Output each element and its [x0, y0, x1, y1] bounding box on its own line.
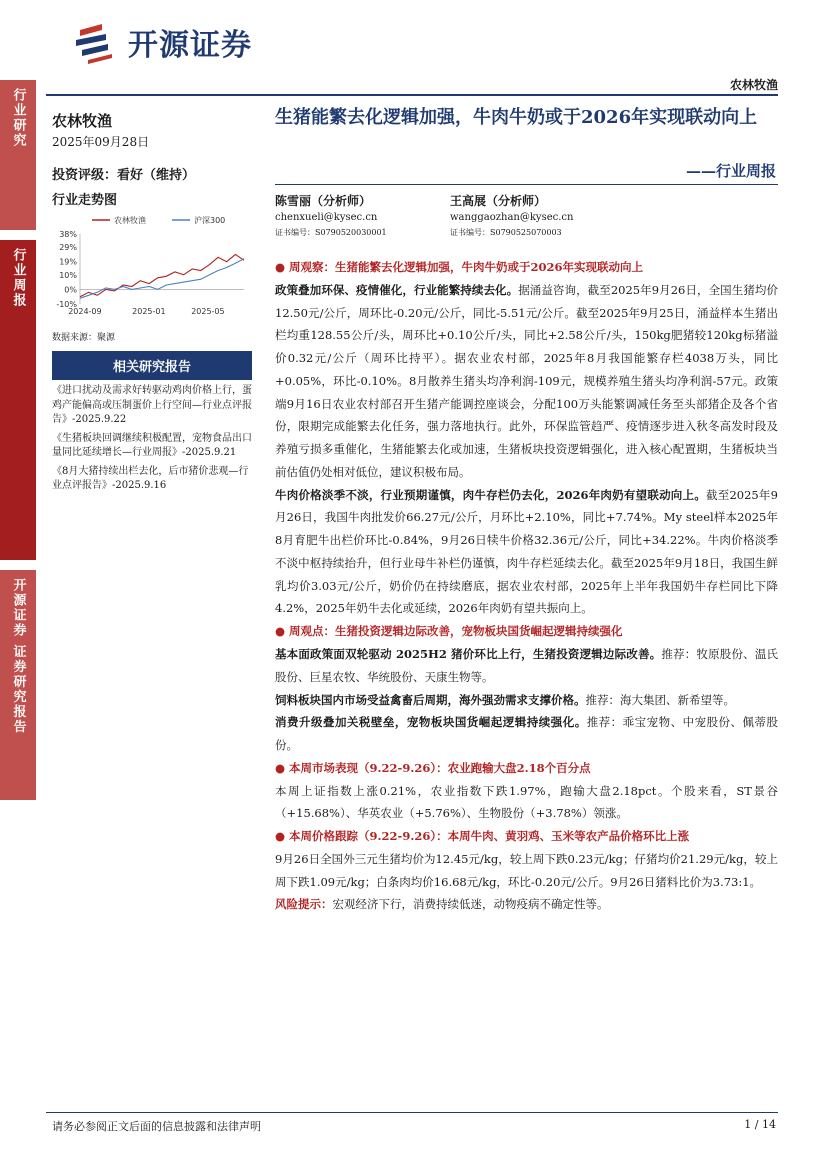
side-tab-industry-research: 行业研究 [0, 80, 36, 230]
section-heading: ● 周观点：生猪投资逻辑边际改善，宠物板块国货崛起逻辑持续强化 [275, 624, 623, 639]
report-date: 2025年09月28日 [52, 135, 150, 149]
left-panel [52, 104, 252, 494]
trend-chart-title: 行业走势图 [52, 193, 118, 208]
y-tick-label: 38% [59, 230, 77, 239]
legend-label: 农林牧渔 [114, 216, 146, 225]
analyst-name: 王高展（分析师） [450, 194, 547, 208]
sector-name: 农林牧渔 [52, 112, 113, 130]
analyst-cert: 证书编号：S0790525070003 [450, 228, 562, 237]
x-tick-label: 2024-09 [68, 307, 102, 316]
sector-tag: 农林牧渔 [729, 78, 778, 92]
y-tick-label: 10% [59, 270, 77, 280]
related-report[interactable]: 《进口扰动及需求好转驱动鸡肉价格上行，蛋鸡产能偏高或压制蛋价上行空间—行业点评报告》-2025.9.22 [52, 385, 252, 425]
header-divider [46, 94, 778, 96]
title-divider [275, 184, 778, 185]
footer-disclaimer[interactable]: 请务必参阅正文后面的信息披露和法律声明 [52, 1120, 261, 1133]
paragraph: 政策叠加环保、疫情催化，行业能繁持续去化。据涌益咨询，截至2025年9月26日，全国生猪均价12.50元/公斤，周环比-0.20元/公斤，同比-5.51元/公斤。截至2025年9月25日，涌益样本生猪出栏均重128.55公斤/头，周环比+0.10公斤/头，同比+2.58公斤/头，150kg肥猪较120kg标猪溢价0.32元/公斤（周环比持平）。据农业农村部，2025年8月我国能繁存栏4038万头，同比+0.05%，环比-0.10%。8月散养生猪头均净利润-109元，规模养殖生猪头均净利润-57元。政策端9月16日农业农村部召开生猪产能调控座谈会，分配100万头能繁调减任务至头部猪企及各个省份，限期完成能繁去化任务，强力落地执行。此外，环保监管趋严、疫情逐步进入秋冬高发时段及养殖亏损多重催化，生猪能繁去化或加速，生猪板块投资逻辑强化，进入核心配置期，生猪板块当前估值仍处相对低位，建议积极布局。 [275, 282, 779, 479]
risk-paragraph: 风险提示：宏观经济下行，消费持续低迷，动物疫病不确定性等。 [275, 897, 609, 912]
related-report[interactable]: 《生猪板块回调继续积极配置，宠物食品出口量同比延续增长—行业周报》-2025.9.21 [52, 432, 252, 458]
analyst-card [450, 192, 625, 238]
analyst-cert: 证书编号：S0790520030001 [275, 228, 387, 237]
section-heading: ● 周观察：生猪能繁去化逻辑加强，牛肉牛奶或于2026年实现联动向上 [275, 260, 644, 274]
side-tab-weekly: 行业周报 [0, 240, 36, 560]
series-line [80, 254, 244, 296]
related-report[interactable]: 《8月大猪持续出栏去化，后市猪价悲观—行业点评报告》-2025.9.16 [52, 465, 249, 491]
report-title: 生猪能繁去化逻辑加强，牛肉牛奶或于2026年实现联动向上 [275, 107, 758, 128]
paragraph: 本周上证指数上涨0.21%，农业指数下跌1.97%，跑输大盘2.18pct。个股来看，ST景谷（+15.68%）、华英农业（+5.76%）、生物股份（+3.78%）领涨。 [275, 783, 778, 821]
paragraph: 饲料板块国内市场受益禽畜后周期，海外强劲需求支撑价格。推荐：海大集团、新希望等。 [275, 692, 735, 707]
related-reports-header: 相关研究报告 [52, 351, 252, 380]
legend-label: 沪深300 [194, 216, 226, 225]
section-heading: ● 本周市场表现（9.22-9.26）：农业跑输大盘2.18个百分点 [275, 760, 591, 775]
paragraph: 消费升级叠加关税壁垒，宠物板块国货崛起逻辑持续强化。推荐：乖宝宠物、中宠股份、佩蒂股份。 [275, 715, 779, 753]
y-tick-label: 0% [64, 285, 77, 295]
x-tick-label: 2025-01 [132, 307, 166, 316]
analyst-name: 陈雪丽（分析师） [275, 194, 372, 208]
analysts [275, 192, 775, 238]
y-tick-label: 19% [59, 257, 77, 267]
paragraph: 牛肉价格淡季不淡，行业预期谨慎，肉牛存栏仍去化，2026年肉奶有望联动向上。截至2025年9月26日，我国牛肉批发价66.27元/公斤，月环比+2.10%，同比+7.74%。My steel样本2025年8月育肥牛出栏价环比-0.84%，9月26日犊牛价格32.36元/公斤，同比+34.22%。牛肉价格淡季不淡中枢持续抬升，但行业母牛补栏仍谨慎，肉牛存栏延续去化。截至2025年9月18日，我国生鲜乳均价3.03元/公斤，奶价仍在持续磨底，据农业农村部，2025年上半年我国奶牛存栏同比下降4.2%，2025年奶牛去化或延续，2026年肉奶有望共振向上。 [275, 487, 778, 616]
report-body [275, 256, 778, 916]
page-number: 1 / 14 [744, 1118, 776, 1131]
analyst-email[interactable]: wanggaozhan@kysec.cn [450, 212, 574, 223]
logo-mark-icon [72, 20, 118, 64]
chart-source: 数据来源：聚源 [52, 333, 116, 343]
analyst-email[interactable]: chenxueli@kysec.cn [275, 212, 378, 223]
analyst-card [275, 192, 450, 238]
x-tick-label: 2025-05 [191, 307, 225, 316]
section-heading: ● 本周价格跟踪（9.22-9.26）：本周牛肉、黄羽鸡、玉米等农产品价格环比上涨 [275, 829, 690, 844]
y-tick-label: -10% [56, 300, 77, 309]
report-subtitle: ——行业周报 [685, 162, 776, 180]
paragraph: 9月26日全国外三元生猪均价为12.45元/kg，较上周下跌0.23元/kg；仔猪均价21.29元/kg，较上周下跌1.09元/kg；白条肉均价16.68元/kg，环比-0.20元/公斤。9月26日猪料比价为3.73:1。 [275, 851, 778, 889]
paragraph: 基本面政策面双轮驱动 2025H2 猪价环比上行，生猪投资逻辑边际改善。推荐：牧原股份、温氏股份、巨星农牧、华统股份、天康生物等。 [275, 647, 778, 684]
company-logo [72, 20, 252, 64]
y-tick-label: 29% [59, 243, 77, 253]
footer-divider [46, 1112, 778, 1113]
company-name: 开源证券 [128, 28, 252, 63]
investment-rating: 投资评级：看好（维持） [52, 168, 196, 183]
series-line [80, 259, 244, 298]
side-tab-brand: 开源证券 证券研究报告 [0, 570, 36, 800]
trend-chart [52, 212, 252, 328]
